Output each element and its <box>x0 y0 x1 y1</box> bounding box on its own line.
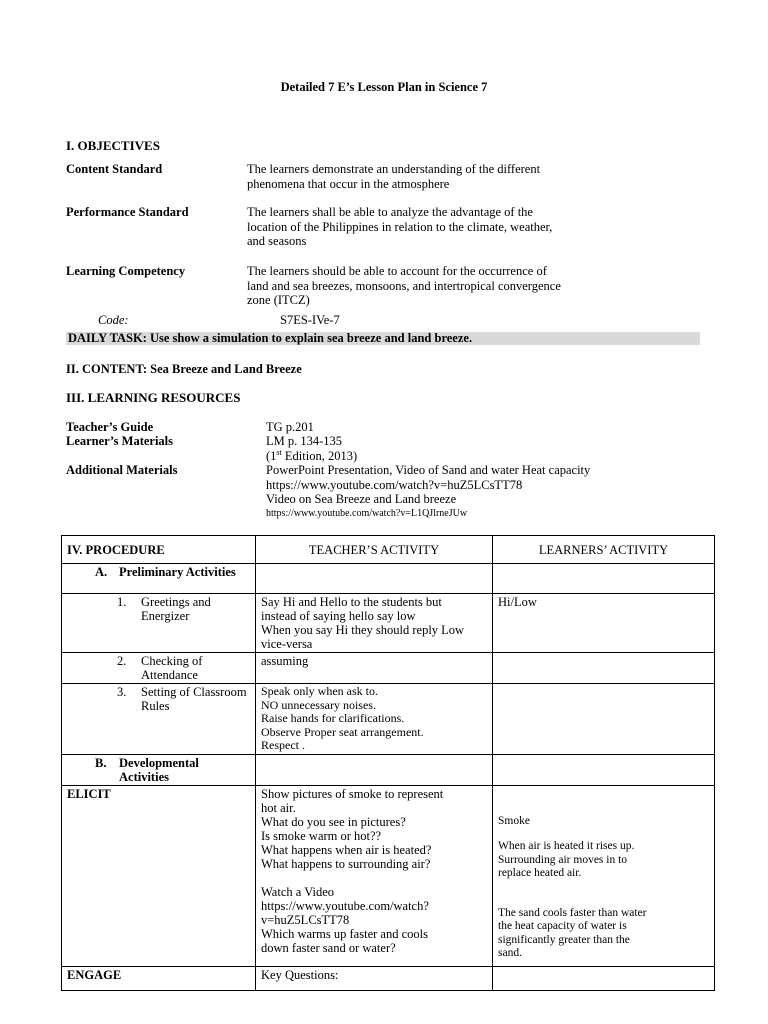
rules-label: Setting of Classroom Rules <box>141 685 247 713</box>
learner-line: replace heated air. <box>498 867 582 879</box>
teacher-line: What do you see in pictures? <box>261 814 406 829</box>
additional-materials-text <box>266 463 590 521</box>
additional-material-line: Video on Sea Breeze and Land breeze <box>266 492 457 506</box>
teacher-line: What happens to surrounding air? <box>261 856 431 871</box>
table-row <box>62 754 715 785</box>
teachers-guide-label: Teacher’s Guide <box>66 420 154 434</box>
teacher-activity-header: TEACHER’S ACTIVITY <box>256 536 493 564</box>
table-row <box>62 564 715 594</box>
learner-line: Surrounding air moves in to <box>498 853 628 866</box>
teacher-line: down faster sand or water? <box>261 940 396 955</box>
learning-competency-label: Learning Competency <box>66 264 186 278</box>
rules-cell <box>62 684 256 755</box>
additional-materials-label: Additional Materials <box>66 463 178 477</box>
performance-standard-text <box>247 205 552 249</box>
learning-competency-line: zone (ITCZ) <box>247 293 310 307</box>
engage-label: ENGAGE <box>62 966 256 990</box>
learner-line: the heat capacity of water is <box>498 920 627 932</box>
section-a-cell <box>62 564 256 594</box>
content-standard-text <box>247 162 540 191</box>
learners-materials-label: Learner’s Materials <box>66 434 174 448</box>
teacher-line: Is smoke warm or hot?? <box>261 828 382 843</box>
elicit-label: ELICIT <box>62 785 256 966</box>
section-a-item <box>67 565 250 579</box>
empty-cell <box>256 754 493 785</box>
empty-cell <box>493 564 715 594</box>
learning-competency-line: land and sea breezes, monsoons, and intertropical convergence <box>247 278 561 293</box>
teacher-line: What happens when air is heated? <box>261 842 432 857</box>
greetings-teacher-cell <box>256 594 493 653</box>
attendance-label: Checking of Attendance <box>141 654 203 682</box>
greetings-item <box>67 595 250 623</box>
learners-materials-edition <box>266 449 357 464</box>
attendance-teacher-cell: assuming <box>256 653 493 684</box>
empty-cell <box>493 653 715 684</box>
attendance-item <box>67 654 250 682</box>
content-standard-line: The learners demonstrate an understanding of the different <box>247 162 541 176</box>
code-label: Code: <box>98 313 129 327</box>
table-row <box>62 785 715 966</box>
teacher-line: vice-versa <box>261 637 313 651</box>
additional-material-link[interactable]: https://www.youtube.com/watch?v=huZ5LCsTT78 <box>266 477 523 492</box>
learner-line: The sand cools faster than water <box>498 906 647 919</box>
teacher-line: Raise hands for clarifications. <box>261 711 405 725</box>
teacher-line: Watch a Video <box>261 884 334 899</box>
performance-standard-line: location of the Philippines in relation to the climate, weather, <box>247 219 553 234</box>
teacher-line: Observe Proper seat arrangement. <box>261 724 424 739</box>
teacher-line: Say Hi and Hello to the students but <box>261 595 442 609</box>
learner-line: When air is heated it rises up. <box>498 840 635 852</box>
empty-cell <box>493 966 715 990</box>
procedure-header: IV. PROCEDURE <box>62 536 256 564</box>
teacher-line: Speak only when ask to. <box>261 684 378 698</box>
document-title: Detailed 7 E’s Lesson Plan in Science 7 <box>280 80 488 94</box>
code-value: S7ES-IVe-7 <box>280 313 340 327</box>
section-b-label: Developmental Activities <box>119 755 199 784</box>
learners-materials-value <box>266 434 357 463</box>
edition-prefix: (1 <box>266 448 277 463</box>
greetings-cell <box>62 594 256 653</box>
teacher-line: Respect . <box>261 738 305 752</box>
section-b-letter: B. <box>95 755 107 770</box>
content-standard-label: Content Standard <box>66 162 163 176</box>
performance-standard-label: Performance Standard <box>66 205 189 219</box>
learner-activity-header: LEARNERS’ ACTIVITY <box>493 536 715 564</box>
spacer <box>261 871 487 885</box>
table-row <box>62 653 715 684</box>
learning-competency-text <box>247 264 561 308</box>
empty-cell <box>256 564 493 594</box>
learner-line: significantly greater than the <box>498 933 630 946</box>
rules-number: 3. <box>117 685 127 699</box>
spacer <box>498 881 709 907</box>
spacer <box>498 787 709 815</box>
empty-cell <box>493 684 715 755</box>
performance-standard-line: and seasons <box>247 234 307 248</box>
additional-material-link[interactable]: https://www.youtube.com/watch?v=L1QJlrneJUw <box>266 507 468 519</box>
engage-teacher-cell: Key Questions: <box>256 966 493 990</box>
section-a-letter: A. <box>95 565 108 579</box>
elicit-teacher-cell <box>256 785 493 966</box>
learner-line: sand. <box>498 947 522 959</box>
section-b-cell <box>62 754 256 785</box>
table-header-row <box>62 536 715 564</box>
teacher-line: Which warms up faster and cools <box>261 926 428 941</box>
greetings-label: Greetings and Energizer <box>141 595 211 623</box>
learners-materials-pages: LM p. 134-135 <box>266 434 343 448</box>
table-row <box>62 684 715 755</box>
daily-task-banner: DAILY TASK: Use show a simulation to explain sea breeze and land breeze. <box>66 332 700 345</box>
rules-item <box>67 685 250 713</box>
section-b-item <box>67 756 250 784</box>
teacher-line: NO unnecessary noises. <box>261 697 376 712</box>
video-link[interactable]: v=huZ5LCsTT78 <box>261 912 350 927</box>
empty-cell <box>493 754 715 785</box>
attendance-cell <box>62 653 256 684</box>
resources-heading: III. LEARNING RESOURCES <box>66 390 241 405</box>
learner-line: Smoke <box>498 814 530 827</box>
teacher-line: instead of saying hello say low <box>261 609 416 623</box>
table-row <box>62 594 715 653</box>
greetings-number: 1. <box>117 595 127 609</box>
performance-standard-line: The learners shall be able to analyze the advantage of the <box>247 205 533 219</box>
greetings-learner-cell: Hi/Low <box>493 594 715 653</box>
attendance-number: 2. <box>117 654 127 668</box>
teacher-line: When you say Hi they should reply Low <box>261 623 465 637</box>
section-a-label: Preliminary Activities <box>119 565 236 579</box>
learning-competency-line: The learners should be able to account for the occurrence of <box>247 264 547 278</box>
objectives-heading: I. OBJECTIVES <box>66 138 160 153</box>
procedure-table <box>61 535 715 991</box>
content-standard-line: phenomena that occur in the atmosphere <box>247 176 450 191</box>
table-row <box>62 966 715 990</box>
teacher-line: hot air. <box>261 800 296 815</box>
edition-suffix: Edition, 2013) <box>281 448 358 463</box>
content-heading: II. CONTENT: Sea Breeze and Land Breeze <box>66 362 302 376</box>
rules-teacher-cell <box>256 684 493 755</box>
teacher-line: Show pictures of smoke to represent <box>261 786 444 801</box>
edition-superscript: st <box>276 447 282 457</box>
elicit-learner-cell <box>493 785 715 966</box>
spacer <box>498 828 709 840</box>
additional-material-line: PowerPoint Presentation, Video of Sand and water Heat capacity <box>266 463 591 477</box>
teachers-guide-value: TG p.201 <box>266 420 314 434</box>
video-link[interactable]: https://www.youtube.com/watch? <box>261 898 429 913</box>
